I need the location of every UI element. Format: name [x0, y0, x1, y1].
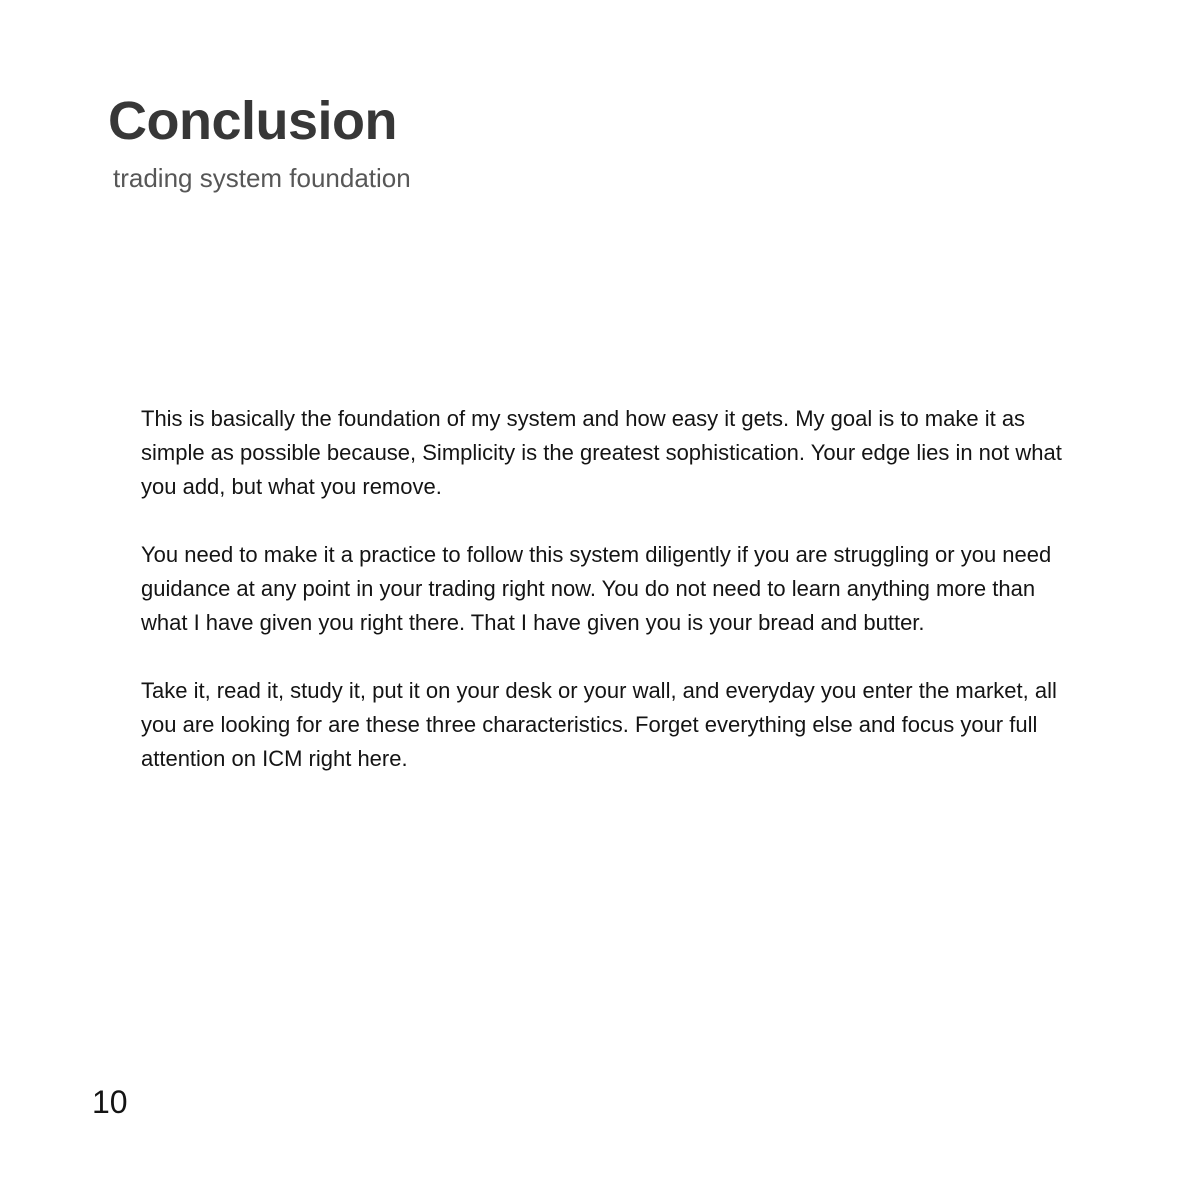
page-title: Conclusion	[108, 91, 397, 151]
page-number: 10	[92, 1084, 128, 1120]
paragraph-1: This is basically the foundation of my system and how easy it gets. My goal is to make it as simple as possible because, Simplicity is the greatest sophistication. Your edge lies in not what you add, but what you remove.	[141, 406, 1062, 499]
page-subtitle: trading system foundation	[113, 163, 411, 193]
body-text-block	[141, 402, 1073, 810]
paragraph-3: Take it, read it, study it, put it on your desk or your wall, and everyday you enter the market, all you are looking for are these three characteristics. Forget everything else and focus your full attention on ICM right here.	[141, 678, 1057, 771]
paragraph-2: You need to make it a practice to follow this system diligently if you are struggling or you need guidance at any point in your trading right now. You do not need to learn anything more than what I have given you right there. That I have given you is your bread and butter.	[141, 542, 1052, 635]
